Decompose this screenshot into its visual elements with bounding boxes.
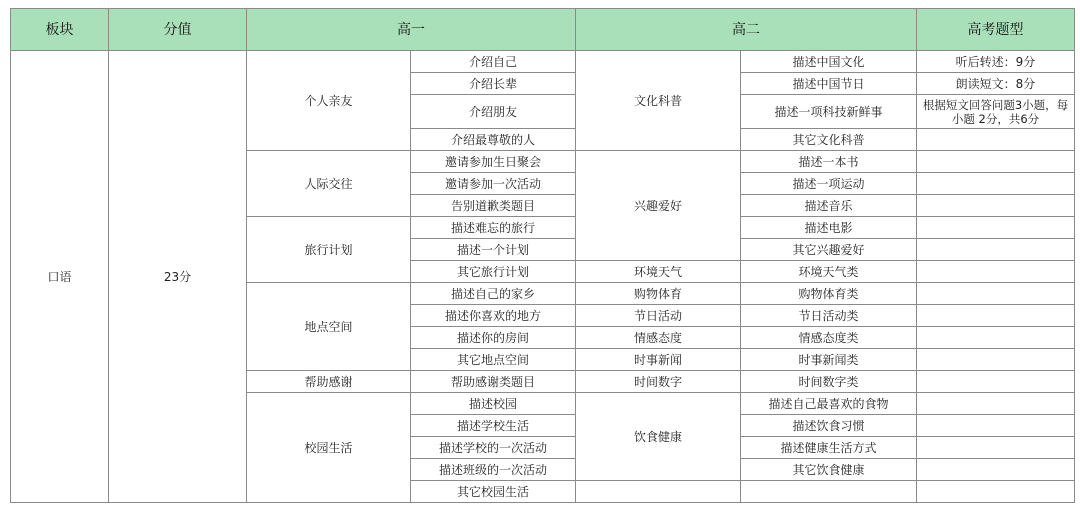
grade2-item: 描述中国节日 [741,73,917,95]
grade1-item: 描述校园 [411,393,576,415]
exam-type-empty-cell [917,437,1075,459]
grade1-topic: 校园生活 [247,393,411,503]
exam-type-empty-cell [917,283,1075,305]
grade1-topic: 地点空间 [247,283,411,371]
exam-type-empty-cell [917,371,1075,393]
exam-type-empty-cell [917,415,1075,437]
grade2-topic: 饮食健康 [576,393,741,481]
header-row [11,9,1075,51]
grade2-item: 时间数字类 [741,371,917,393]
table-body [11,51,1075,503]
grade2-item: 其它兴趣爱好 [741,239,917,261]
block-name-cell: 口语 [11,51,109,503]
grade1-item: 其它地点空间 [411,349,576,371]
grade2-item: 节日活动类 [741,305,917,327]
grade2-item: 描述自己最喜欢的食物 [741,393,917,415]
exam-type-empty-cell [917,305,1075,327]
grade2-topic: 文化科普 [576,51,741,151]
exam-type-cell: 根据短文回答问题3小题，每小题 2分，共6分 [917,95,1075,129]
header-score: 分值 [109,9,247,51]
grade1-topic: 人际交往 [247,151,411,217]
grade1-item: 介绍最尊敬的人 [411,129,576,151]
grade1-item: 描述你的房间 [411,327,576,349]
exam-type-empty-cell [917,459,1075,481]
grade2-item: 描述一项科技新鲜事 [741,95,917,129]
exam-type-cell: 听后转述：9分 [917,51,1075,73]
header-block: 板块 [11,9,109,51]
table-row [11,51,1075,73]
grade1-item: 描述学校生活 [411,415,576,437]
exam-type-empty-cell [917,327,1075,349]
grade2-item: 描述一项运动 [741,173,917,195]
exam-type-cell: 朗读短文：8分 [917,73,1075,95]
exam-type-empty-cell [917,349,1075,371]
grade2-item: 其它饮食健康 [741,459,917,481]
grade2-topic: 时事新闻 [576,349,741,371]
exam-type-empty-cell [917,393,1075,415]
grade1-item: 描述班级的一次活动 [411,459,576,481]
grade2-topic: 兴趣爱好 [576,151,741,261]
grade1-item: 介绍自己 [411,51,576,73]
grade1-item: 邀请参加生日聚会 [411,151,576,173]
score-value-cell: 23分 [109,51,247,503]
grade2-topic: 购物体育 [576,283,741,305]
grade2-item: 其它文化科普 [741,129,917,151]
grade1-item: 介绍长辈 [411,73,576,95]
grade2-item: 描述中国文化 [741,51,917,73]
grade1-topic: 旅行计划 [247,217,411,283]
exam-type-empty-cell [917,481,1075,503]
grade2-item: 描述音乐 [741,195,917,217]
grade2-topic: 节日活动 [576,305,741,327]
grade1-item: 描述你喜欢的地方 [411,305,576,327]
syllabus-table [10,8,1075,503]
grade2-item: 情感态度类 [741,327,917,349]
exam-type-empty-cell [917,173,1075,195]
grade1-item: 描述一个计划 [411,239,576,261]
grade2-empty-cell [576,481,741,503]
grade1-item: 其它旅行计划 [411,261,576,283]
exam-type-empty-cell [917,239,1075,261]
grade2-item: 描述健康生活方式 [741,437,917,459]
grade1-item: 介绍朋友 [411,95,576,129]
grade2-topic: 时间数字 [576,371,741,393]
grade2-item: 环境天气类 [741,261,917,283]
grade2-item: 描述电影 [741,217,917,239]
grade2-item: 时事新闻类 [741,349,917,371]
grade2-item: 描述饮食习惯 [741,415,917,437]
grade2-topic: 环境天气 [576,261,741,283]
grade1-item: 描述难忘的旅行 [411,217,576,239]
grade1-topic: 个人亲友 [247,51,411,151]
grade1-item: 描述自己的家乡 [411,283,576,305]
grade1-item: 帮助感谢类题目 [411,371,576,393]
grade1-item: 告别道歉类题目 [411,195,576,217]
header-grade2: 高二 [576,9,917,51]
grade2-item: 描述一本书 [741,151,917,173]
exam-type-empty-cell [917,151,1075,173]
exam-type-empty-cell [917,217,1075,239]
exam-type-empty-cell [917,195,1075,217]
grade2-item: 购物体育类 [741,283,917,305]
header-grade1: 高一 [247,9,576,51]
exam-type-empty-cell [917,261,1075,283]
header-exam-types: 高考题型 [917,9,1075,51]
grade2-empty-cell [741,481,917,503]
exam-type-empty-cell [917,129,1075,151]
grade1-item: 描述学校的一次活动 [411,437,576,459]
grade1-item: 其它校园生活 [411,481,576,503]
grade1-item: 邀请参加一次活动 [411,173,576,195]
grade2-topic: 情感态度 [576,327,741,349]
grade1-topic: 帮助感谢 [247,371,411,393]
